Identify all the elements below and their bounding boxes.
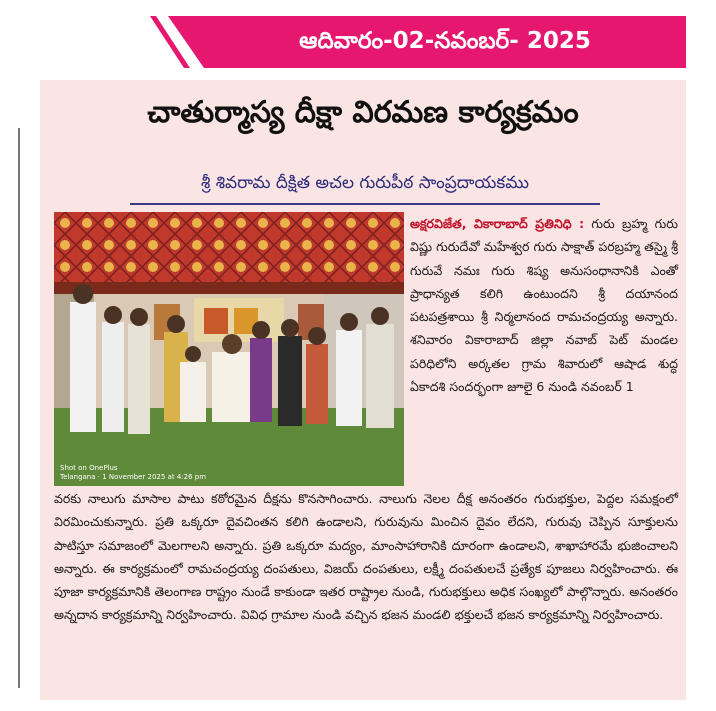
- photo-caption-device: Shot on OnePlus: [60, 464, 118, 472]
- article-body-column: [410, 212, 678, 398]
- article-body-full-text: వరకు నాలుగు మాసాల పాటు కఠోరమైన దీక్షను కొనసాగించారు. నాలుగు నెలల దీక్ష అనంతరం గురుభక్తుల, పెద్దల సమక్షంలో విరమించుకున్నారు. ప్రతి ఒక్కరూ దైవచింతన కలిగి ఉండాలని, గురువును మించిన దైవం లేదని, గురువు చెప్పిన సూక్తులను పాటిస్తూ సమాజంలో మెలగాలని అన్నారు. ప్రతి ఒక్కరూ మద్యం, మాంసాహారానికి దూరంగా ఉండాలని, శాఖాహారమే భుజించాలని అన్నారు. ఈ కార్యక్రమంలో రామచంద్రయ్య దంపతులు, విజయ్ దంపతులు, లక్ష్మీ దంపతులచే ప్రత్యేక పూజలు నిర్వహించారు. ఈ పూజా కార్యక్రమానికి తెలంగాణ రాష్ట్రం నుండే కాకుండా ఇతర రాష్ట్రాల నుండి, గురుభక్తులు అధిక సంఖ్యలో పాల్గొన్నారు. అనంతరం అన్నదాన కార్యక్రమాన్ని నిర్వహించారు. వివిధ గ్రామాల నుండి వచ్చిన భజన మండలి భక్తులచే భజన కార్యక్రమాన్ని నిర్వహించారు.: [54, 491, 678, 623]
- event-photo: [54, 212, 404, 486]
- subheadline-underline: [130, 203, 600, 205]
- subheadline: శ్రీ శివరామ దీక్షిత అచల గురుపీఠ సాంప్రదాయకము: [200, 173, 530, 193]
- photo-caption: [60, 464, 206, 482]
- photo-caption-location: Telangana · 1 November 2025 at 4:26 pm: [60, 473, 207, 481]
- article-body-column-text: గురు బ్రహ్మ గురు విష్ణు గురుదేవో మహేశ్వర గురు సాక్షాత్ పరబ్రహ్మ తస్మై శ్రీ గురువే నమః గురు శిష్య అనుసంధానానికి ఎంతో ప్రాధాన్యత కలిగి ఉంటుందని శ్రీ దయానంద పటపత్రశాయి శ్రీ నిర్మలానంద రామచంద్రయ్య అన్నారు. శనివారం వికారాబాద్ జిల్లా నవాబ్ పెట్ మండల పరిధిలోని అర్కతల గ్రామ శివారులో ఆషాడ శుద్ధ ఏకాదశి సందర్భంగా జూలై 6 నుండి నవంబర్ 1: [410, 216, 678, 395]
- date-text: ఆదివారం-02-నవంబర్- 2025: [299, 28, 591, 54]
- headline: చాతుర్మాస్య దీక్షా విరమణ కార్యక్రమం: [147, 95, 579, 130]
- dateline: అక్షరవిజేత, వికారాబాద్ ప్రతినిధి :: [410, 216, 585, 231]
- article-body-full: [54, 487, 678, 627]
- photo-illustration: [54, 212, 404, 486]
- column-divider: [18, 128, 20, 688]
